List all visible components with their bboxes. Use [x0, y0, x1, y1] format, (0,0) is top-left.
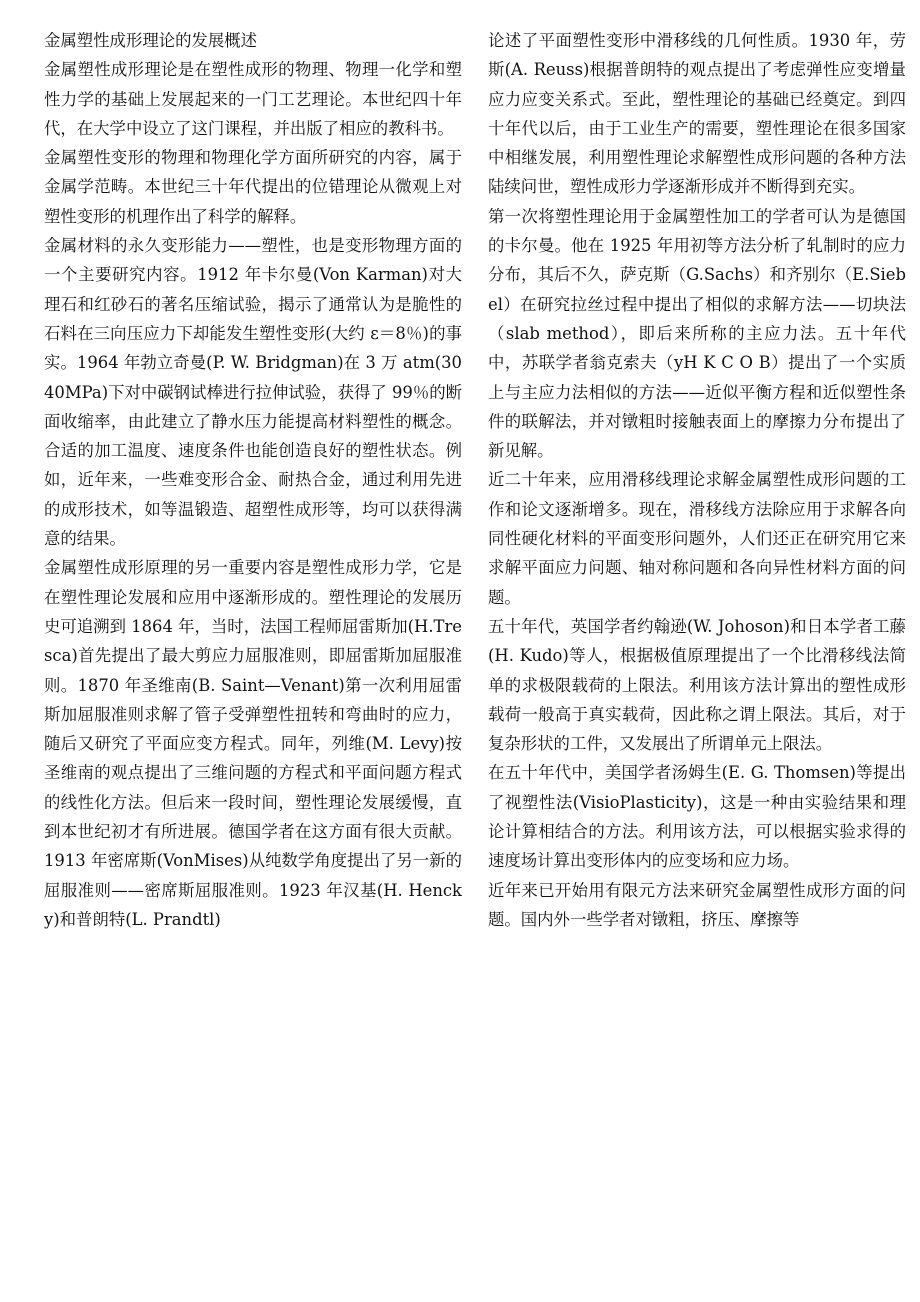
paragraph-upper-bound: 五十年代，英国学者约翰逊(W. Johoson)和日本学者工藤(H. Kudo)等人，根据极值原理提出了一个比滑移线法简单的求极限载荷的上限法。利用该方法计算出的塑性成形载荷一般高于真实载荷，因此称之谓上限法。其后，对于复杂形状的工件，又发展出了所谓单元上限法。: [488, 616, 906, 754]
left-column: [44, 26, 462, 934]
paragraph-karman: 第一次将塑性理论用于金属塑性加工的学者可认为是德国的卡尔曼。他在 1925 年用初等方法分析了轧制时的应力分布，其后不久，萨克斯（G.Sachs）和齐别尔（E.Siebel）在研究拉丝过程中提出了相似的求解方法——切块法（slab method），即后来所称的主应力法。五十年代中，苏联学者翁克索夫（yH K C O B）提出了一个实质上与主应力法相似的方法——近似平衡方程和近似塑性条件的联解法，并对镦粗时接触表面上的摩擦力分布提出了新见解。: [488, 206, 906, 461]
paragraph-plasticity: 金属材料的永久变形能力——塑性，也是变形物理方面的一个主要研究内容。1912 年卡尔曼(Von Karman)对大理石和红砂石的著名压缩试验，揭示了通常认为是脆性的石料在三向压应力下却能发生塑性变形(大约 ε＝8％)的事实。1964 年勃立奇曼(P. W. Bridgman)在 3 万 atm(3040MPa)下对中碳钢试棒进行拉伸试验，获得了 99％的断面收缩率，由此建立了静水压力能提高材料塑性的概念。合适的加工温度、速度条件也能创造良好的塑性状态。例如，近年来，一些难变形合金、耐热合金，通过利用先进的成形技术，如等温锻造、超塑性成形等，均可以获得满意的结果。: [44, 236, 462, 549]
document-title: 金属塑性成形理论的发展概述: [44, 31, 258, 50]
paragraph-fem: 近年来已开始用有限元方法来研究金属塑性成形方面的问题。国内外一些学者对镦粗，挤压、摩擦等: [488, 880, 906, 929]
paragraph-visioplasticity: 在五十年代中，美国学者汤姆生(E. G. Thomsen)等提出了视塑性法(VisioPlasticity)，这是一种由实验结果和理论计算相结合的方法。利用该方法，可以根据实验求得的速度场计算出变形体内的应变场和应力场。: [488, 763, 906, 871]
paragraph-slipline-theory: 近二十年来，应用滑移线理论求解金属塑性成形问题的工作和论文逐渐增多。现在，滑移线方法除应用于求解各向同性硬化材料的平面变形问题外，人们还正在研究用它来求解平面应力问题、轴对称问题和各向异性材料方面的问题。: [488, 470, 906, 607]
paragraph-mechanics: 金属塑性成形原理的另一重要内容是塑性成形力学，它是在塑性理论发展和应用中逐渐形成的。塑性理论的发展历史可追溯到 1864 年，当时，法国工程师屈雷斯加(H.Tresca)首先提出了最大剪应力屈服准则，即屈雷斯加屈服准则。1870 年圣维南(B. Saint—Venant)第一次利用屈雷斯加屈服准则求解了管子受弹塑性扭转和弯曲时的应力，随后又研究了平面应变方程式。同年，列维(M. Levy)按圣维南的观点提出了三维问题的方程式和平面问题方程式的线性化方法。但后来一段时间，塑性理论发展缓慢，直到本世纪初才有所进展。德国学者在这方面有很大贡献。1913 年密席斯(VonMises)从纯数学角度提出了另一新的屈服准则——密席斯屈服准则。1923 年汉基(H. Hencky)和普朗特(L. Prandtl): [44, 558, 462, 929]
paragraph-physics: 金属塑性变形的物理和物理化学方面所研究的内容，属于金属学范畴。本世纪三十年代提出的位错理论从微观上对塑性变形的机理作出了科学的解释。: [44, 148, 462, 226]
paragraph-intro: 金属塑性成形理论是在塑性成形的物理、物理一化学和塑性力学的基础上发展起来的一门工艺理论。本世纪四十年代，在大学中设立了这门课程，并出版了相应的教科书。: [44, 60, 462, 138]
right-column: [488, 26, 906, 934]
paragraph-slipline-continued: 论述了平面塑性变形中滑移线的几何性质。1930 年，劳斯(A. Reuss)根据普朗特的观点提出了考虑弹性应变增量应力应变关系式。至此，塑性理论的基础已经奠定。到四十年代以后，由于工业生产的需要，塑性理论在很多国家中相继发展，利用塑性理论求解塑性成形问题的各种方法陆续问世，塑性成形力学逐渐形成并不断得到充实。: [488, 31, 906, 197]
